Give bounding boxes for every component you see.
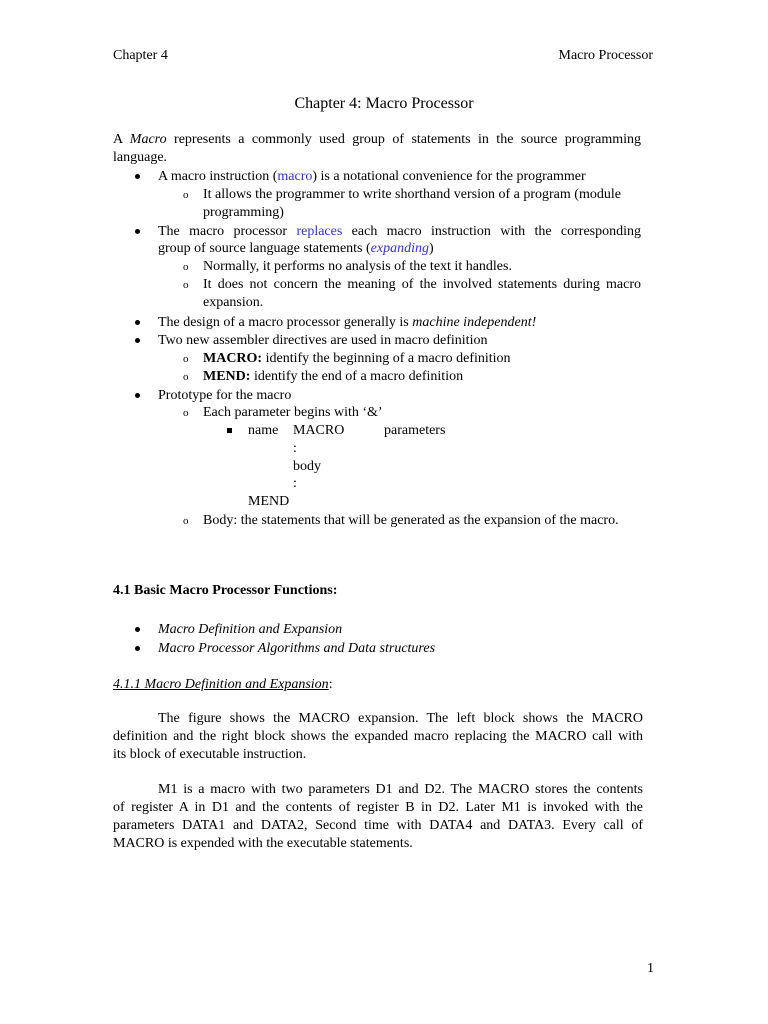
bullet-dot [135,627,140,632]
bullet-2-sub-2-line2: expansion. [203,295,264,310]
intro-line1 [113,131,641,149]
circle-bullet-icon: o [183,261,189,273]
bullet-4: Two new assembler directives are used in macro definition [158,333,488,348]
bullet-4-sub-2: MEND: identify the end of a macro definition [203,369,464,384]
proto-mend: MEND [248,494,290,509]
paragraph-1-line2: definition and the right block shows the expanded macro replacing the MACRO call with [113,729,643,744]
bullet-5-sub-2: Body: the statements that will be generated as the expansion of the macro. [203,513,619,528]
intro-macro-term: Macro [129,132,167,147]
bullet-1-sub-1-line2: programming) [203,205,284,220]
bullet-dot [135,393,140,398]
bullet-2-sub-2-line1: It does not concern the meaning of the involved statements during macro [203,277,641,292]
page-number: 1 [647,961,654,976]
bullet-dot [135,174,140,179]
section-4-1-heading: 4.1 Basic Macro Processor Functions: [113,583,338,598]
paragraph-1-line1: The figure shows the MACRO expansion. The left block shows the MACRO [158,711,643,726]
bullet-2-line2: group of source language statements (expanding) [158,241,434,256]
circle-bullet-icon: o [183,515,189,527]
paragraph-2-line3: parameters DATA1 and DATA2, Second time with DATA4 and DATA3. Every call of [113,818,643,833]
header-chapter: Chapter 4 [113,48,168,63]
proto-colon-1: : [293,441,297,456]
paragraph-2-line2: of register A in D1 and the contents of register B in D2. Later M1 is invoked with the [113,800,643,815]
circle-bullet-icon: o [183,353,189,365]
intro-a: A [113,132,123,147]
page-title: Chapter 4: Macro Processor [294,95,474,112]
proto-colon-2: : [293,476,297,491]
circle-bullet-icon: o [183,371,189,383]
bullet-2-line1: The macro processor replaces each macro instruction with the corresponding [158,224,642,239]
bullet-5-sub-1: Each parameter begins with ‘&’ [203,405,383,420]
intro-line2: language. [113,150,168,165]
circle-bullet-icon: o [183,189,189,201]
square-bullet-icon [227,428,232,433]
section-4-1-1-heading: 4.1.1 Macro Definition and Expansion: [113,677,333,692]
paragraph-2-line4: MACRO is expended with the executable statements. [113,836,413,851]
bullet-4-sub-1: MACRO: identify the beginning of a macro definition [203,351,511,366]
proto-macro: MACRO [293,423,345,438]
bullet-dot [135,646,140,651]
paragraph-1-line3: its block of executable instruction. [113,747,307,762]
bullet-dot [135,338,140,343]
circle-bullet-icon: o [183,279,189,291]
bullet-3: The design of a macro processor generally is machine independent! [158,315,537,330]
bullet-1-sub-1-line1: It allows the programmer to write shorthand version of a program (module [203,187,621,202]
proto-parameters: parameters [384,423,446,438]
proto-body: body [293,459,321,474]
header-title: Macro Processor [558,48,653,63]
circle-bullet-icon: o [183,407,189,419]
bullet-dot [135,320,140,325]
section-4-1-item-2: Macro Processor Algorithms and Data structures [158,641,436,656]
section-4-1-item-1: Macro Definition and Expansion [158,622,343,637]
paragraph-2-line1: M1 is a macro with two parameters D1 and D2. The MACRO stores the contents [158,782,643,797]
bullet-dot [135,229,140,234]
proto-name: name [248,423,279,438]
intro-line1-rest: represents a commonly used group of statements in the source programming [174,132,642,147]
bullet-1: A macro instruction (macro) is a notational convenience for the programmer [158,169,586,184]
bullet-5: Prototype for the macro [158,388,292,403]
bullet-2-sub-1: Normally, it performs no analysis of the text it handles. [203,259,512,274]
